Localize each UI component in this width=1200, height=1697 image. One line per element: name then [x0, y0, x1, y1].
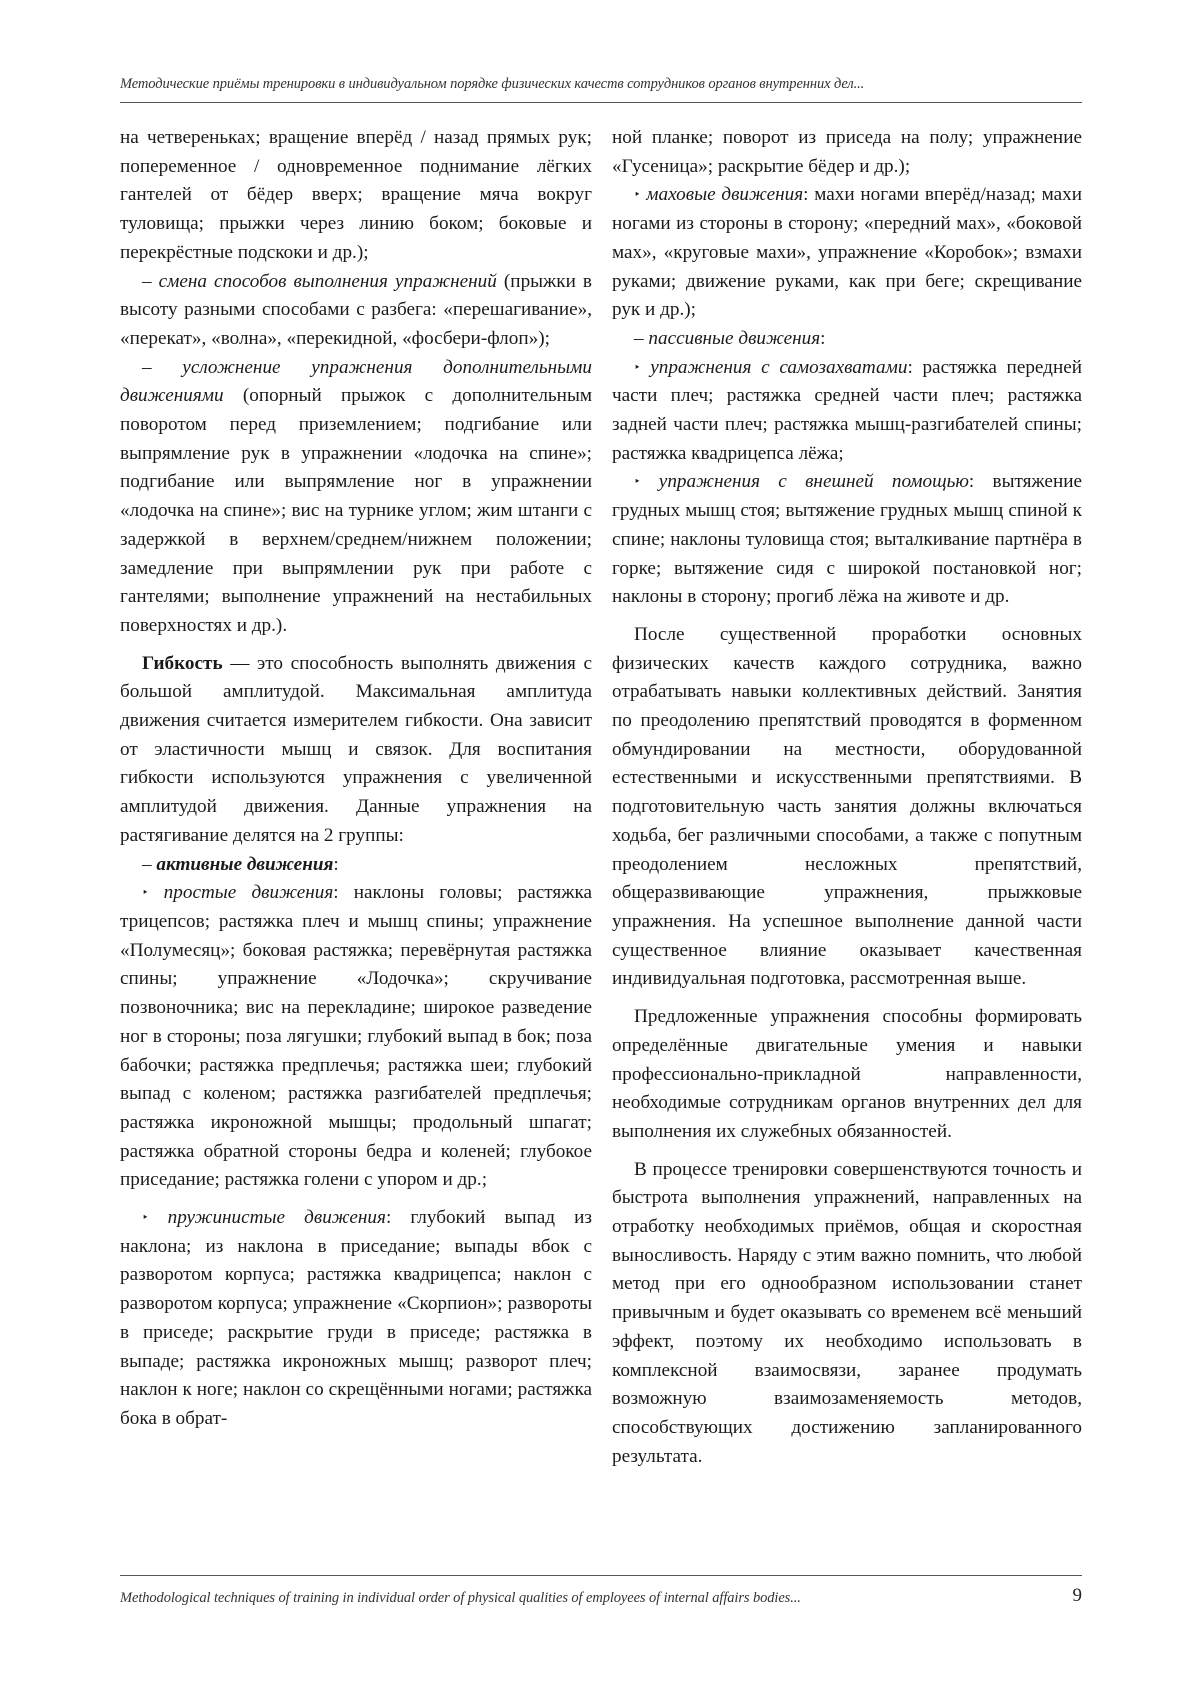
- paragraph: [612, 354, 1082, 469]
- paragraph: [120, 354, 592, 641]
- bullet-icon: ‣: [142, 1212, 149, 1225]
- paragraph: [612, 468, 1082, 612]
- term: упражнения с самозахватами: [650, 356, 908, 378]
- term: маховые движения: [646, 184, 804, 206]
- paragraph: В процессе тренировки совершенствуются точность и быстрота выполнения упражнений, направленных на отработку необходимых приёмов, общая и скоростная выносливость. Наряду с этим важно помнить, что любой метод при его однообразном использовании станет привычным и будет оказывать со временем всё меньший эффект, поэтому их необходимо использовать в комплексной взаимосвязи, заранее продумать возможную взаимозаменяемость методов, способствующих достижению запланированного результата.: [612, 1158, 1082, 1467]
- paragraph-text: : глубокий выпад из наклона; из наклона в приседание; выпады вбок с разворотом корпуса; растяжка квадрицепса; наклон с разворотом корпуса; упражнение «Скорпион»; развороты в приседе; раскрытие груди в приседе; растяжка в выпаде; растяжка икроножных мышц; разворот плеч; наклон к ноге; наклон со скрещёнными ногами; растяжка бока в обрат-: [120, 1207, 593, 1429]
- paragraph: на четвереньках; вращение вперёд / назад прямых рук; попеременное / одновременное поднимание лёгких гантелей от бёдер вверх; вращение мяча вокруг туловища; прыжки через линию боком; боковые и перекрёстные подскоки и др.);: [120, 127, 592, 263]
- paragraph: [120, 879, 592, 1195]
- term: усложнение упражнения дополнительными движениями: [120, 356, 592, 407]
- paragraph-text: : вытяжение грудных мышц стоя; вытяжение грудных мышц спиной к спине; наклоны туловища стоя; выталкивание партнёра в горке; вытяжение сидя с широкой постановкой ног; наклоны в сторону; прогиб лёжа на животе и др.: [612, 471, 1083, 608]
- running-header: Методические приёмы тренировки в индивидуальном порядке физических качеств сотрудников органов внутренних дел...: [120, 76, 865, 92]
- header-rule: [120, 102, 1082, 103]
- colon: :: [820, 327, 826, 349]
- paragraph: Предложенные упражнения способны формировать определённые двигательные умения и навыки профессионально-прикладной направленности, необходимые сотрудникам органов внутренних дел для выполнения их служебных обязанностей.: [612, 1006, 1082, 1142]
- dash: –: [142, 270, 159, 292]
- paragraph-text: : махи ногами вперёд/назад; махи ногами из стороны в сторону; «передний мах», «боковой мах», «круговые махи», упражнение «Коробок»; взмахи руками; движение руками, как при беге; скрещивание рук и др.);: [612, 184, 1083, 321]
- paragraph-text: : растяжка передней части плеч; растяжка средней части плеч; растяжка задней части плеч; растяжка мышц-разгибателей спины; растяжка квадрицепса лёжа;: [612, 356, 1083, 464]
- paragraph: [120, 1204, 592, 1434]
- term: пассивные движения: [648, 327, 821, 349]
- bullet-icon: ‣: [142, 887, 149, 900]
- paragraph: [612, 181, 1082, 325]
- paragraph-text: — это способность выполнять движения с большой амплитудой. Максимальная амплитуда движения считается измерителем гибкости. Она зависит от эластичности мышц и связок. Для воспитания гибкости используются упражнения с увеличенной амплитудой движения. Данные упражнения на растягивание делятся на 2 группы:: [120, 652, 592, 846]
- dash: –: [142, 356, 183, 378]
- paragraph: После существенной проработки основных физических качеств каждого сотрудника, важно отрабатывать навыки коллективных действий. Занятия по преодолению препятствий проводятся в форменном обмундировании на местности, оборудованной естественными и искусственными препятствиями. В подготовительную часть занятия должны включаться ходьба, бег различными способами, а также с попутным преодолением несложных препятствий, общеразвивающие упражнения, прыжковые упражнения. На успешное выполнение данной части существенное влияние оказывает качественная индивидуальная подготовка, рассмотренная выше.: [612, 623, 1082, 990]
- paragraph: [120, 268, 592, 354]
- running-footer: Methodological techniques of training in individual order of physical qualities of employees of internal affairs bodies...: [120, 1590, 801, 1606]
- term: пружинистые движения: [167, 1207, 386, 1229]
- term: смена способов выполнения упражнений: [158, 270, 497, 292]
- term: упражнения с внешней помощью: [658, 471, 969, 493]
- bullet-icon: ‣: [634, 476, 641, 489]
- term: Гибкость: [142, 652, 223, 674]
- footer-rule: [120, 1575, 1082, 1576]
- dash: –: [634, 327, 649, 349]
- bullet-icon: ‣: [634, 361, 641, 374]
- page-number: 9: [1072, 1585, 1082, 1606]
- left-column: [120, 124, 592, 1434]
- dash: –: [142, 853, 157, 875]
- bullet-icon: ‣: [634, 189, 641, 202]
- paragraph: [120, 650, 592, 851]
- paragraph-text: (опорный прыжок с дополнительным поворотом перед приземлением; подгибание или выпрямление рук в упражнении «лодочка на спине»; подгибание или выпрямление ног в упражнении «лодочка на спине»; вис на турнике углом; жим штанги с задержкой в верхнем/среднем/нижнем положении; замедление при выпрямлении рук при работе с гантелями; выполнение упражнений на нестабильных поверхностях и др.).: [120, 385, 592, 636]
- paragraph-text: (прыжки в высоту разными способами с разбега: «перешагивание», «перекат», «волна», «перекидной, «фосбери-флоп»);: [120, 270, 592, 349]
- paragraph: [120, 851, 592, 880]
- paragraph: ной планке; поворот из приседа на полу; упражнение «Гусеница»; раскрытие бёдер и др.);: [612, 127, 1082, 177]
- right-column: [612, 124, 1082, 1471]
- paragraph-text: : наклоны головы; растяжка трицепсов; растяжка плеч и мышц спины; упражнение «Полумесяц»; боковая растяжка; перевёрнутая растяжка спины; упражнение «Лодочка»; скручивание позвоночника; вис на перекладине; широкое разведение ног в стороны; поза лягушки; глубокий выпад в бок; поза бабочки; растяжка предплечья; растяжка шеи; глубокий выпад с коленом; растяжка разгибателей предплечья; растяжка икроножной мышцы; продольный шпагат; растяжка обратной стороны бедра и коленей; глубокое приседание; растяжка голени с упором и др.;: [120, 882, 593, 1191]
- term: активные движения: [156, 853, 334, 875]
- term: простые движения: [163, 882, 334, 904]
- paragraph: [612, 325, 1082, 354]
- colon: :: [333, 853, 339, 875]
